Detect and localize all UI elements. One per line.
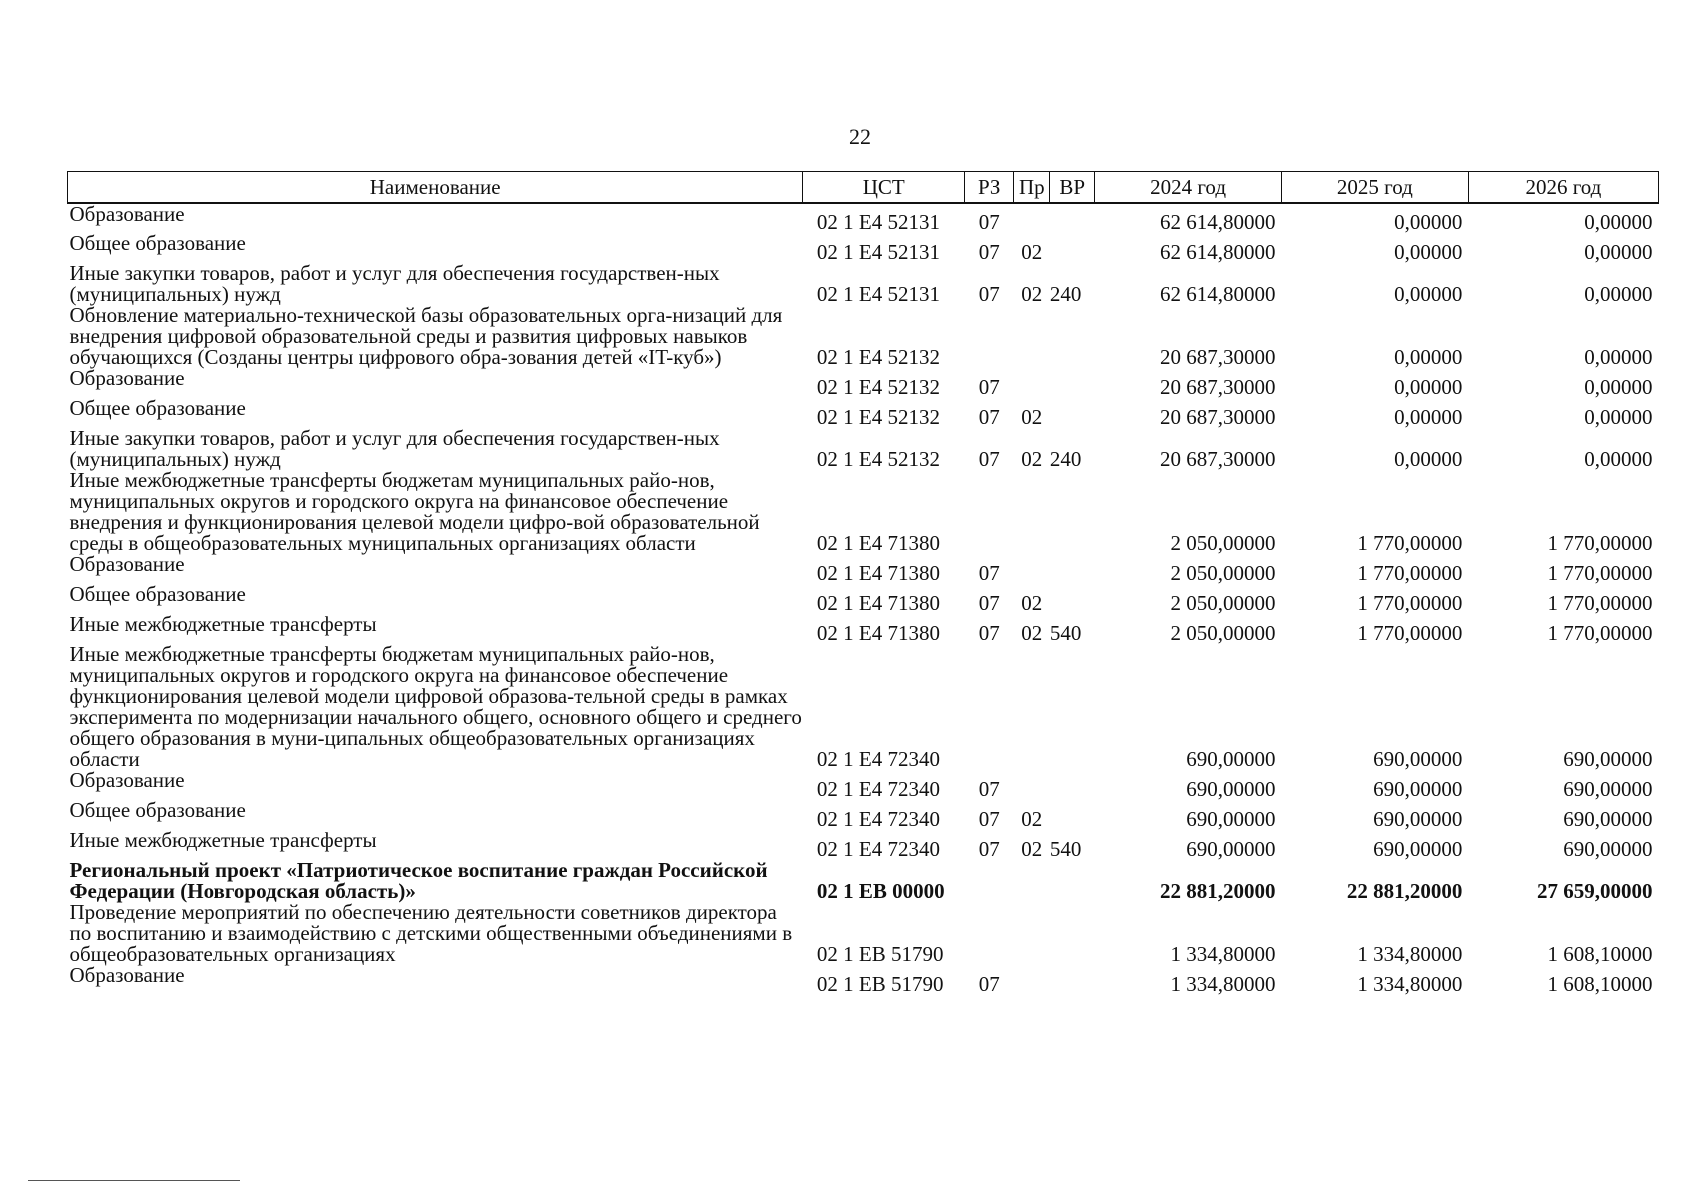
row-cst: 02 1 Е4 71380 xyxy=(816,561,940,585)
row-vr xyxy=(1050,554,1095,584)
row-name: Общее образование xyxy=(69,231,246,255)
table-row xyxy=(68,770,1659,800)
row-vr xyxy=(1050,800,1095,830)
header-cst: ЦСТ xyxy=(803,172,965,204)
row-pr: 02 xyxy=(1021,807,1043,831)
row-rz xyxy=(965,644,1014,770)
row-2025: 1 770,00000 xyxy=(1357,531,1463,555)
table-row xyxy=(68,644,1659,770)
row-rz: 07 xyxy=(978,210,1000,234)
row-rz: 07 xyxy=(978,837,1000,861)
row-name: Общее образование xyxy=(69,396,246,420)
table-header-row xyxy=(68,172,1659,204)
row-cst: 02 1 Е4 71380 xyxy=(816,591,940,615)
row-2025: 1 770,00000 xyxy=(1357,591,1463,615)
header-name: Наименование xyxy=(68,172,803,204)
row-2026: 27 659,00000 xyxy=(1537,879,1653,903)
row-cst: 02 1 Е4 52132 xyxy=(816,405,940,429)
row-pr xyxy=(1014,965,1050,995)
row-name: Иные межбюджетные трансферты бюджетам муниципальных райо-нов, муниципальных округов и городского округа на финансовое обеспечение внедрения и функционирования целевой модели цифро-вой образовательной среды в общеобразовательных муниципальных организациях области xyxy=(69,468,760,555)
table-row xyxy=(68,860,1659,902)
row-vr xyxy=(1050,770,1095,800)
row-2025: 0,00000 xyxy=(1394,240,1463,264)
row-pr: 02 xyxy=(1021,282,1043,306)
table-row xyxy=(68,398,1659,428)
row-rz: 07 xyxy=(978,777,1000,801)
row-vr xyxy=(1050,644,1095,770)
row-rz: 07 xyxy=(978,240,1000,264)
row-pr xyxy=(1014,554,1050,584)
row-cst: 02 1 Е4 52131 xyxy=(816,240,940,264)
table-row xyxy=(68,902,1659,965)
table-row xyxy=(68,305,1659,368)
row-pr xyxy=(1014,644,1050,770)
row-pr: 02 xyxy=(1021,591,1043,615)
row-name: Образование xyxy=(69,366,185,390)
row-vr xyxy=(1050,233,1095,263)
row-pr: 02 xyxy=(1021,621,1043,645)
row-2026: 690,00000 xyxy=(1563,747,1653,771)
row-2025: 690,00000 xyxy=(1373,807,1463,831)
table-row xyxy=(68,614,1659,644)
row-vr xyxy=(1050,584,1095,614)
table-row xyxy=(68,368,1659,398)
row-vr xyxy=(1050,860,1095,902)
row-2025: 1 770,00000 xyxy=(1357,561,1463,585)
row-pr xyxy=(1014,305,1050,368)
row-rz xyxy=(965,860,1014,902)
row-pr xyxy=(1014,203,1050,233)
header-2026: 2026 год xyxy=(1468,172,1658,204)
table-row xyxy=(68,800,1659,830)
row-2024: 62 614,80000 xyxy=(1159,210,1276,234)
row-cst: 02 1 Е4 72340 xyxy=(816,837,940,861)
row-name: Иные межбюджетные трансферты бюджетам муниципальных райо-нов, муниципальных округов и городского округа на финансовое обеспечение функционирования целевой модели цифровой образова-тельной среды в рамках эксперимента по модернизации начального общего, основного общего и среднего общего образования в муни-ципальных общеобразовательных организациях области xyxy=(69,642,802,771)
row-cst: 02 1 Е4 72340 xyxy=(816,777,940,801)
table-row xyxy=(68,830,1659,860)
row-2026: 0,00000 xyxy=(1584,282,1653,306)
row-2026: 1 770,00000 xyxy=(1547,621,1653,645)
row-name: Иные закупки товаров, работ и услуг для обеспечения государствен-ных (муниципальных) нужд xyxy=(69,261,720,306)
row-rz: 07 xyxy=(978,807,1000,831)
row-cst: 02 1 ЕВ 51790 xyxy=(816,972,944,996)
row-cst: 02 1 ЕВ 00000 xyxy=(816,879,945,903)
footer-divider xyxy=(28,1180,240,1181)
row-name: Региональный проект «Патриотическое воспитание граждан Российской Федерации (Новгородская область)» xyxy=(69,858,768,903)
row-name: Иные межбюджетные трансферты xyxy=(69,612,377,636)
table-row xyxy=(68,554,1659,584)
row-pr xyxy=(1014,770,1050,800)
row-2026: 0,00000 xyxy=(1584,210,1653,234)
row-cst: 02 1 Е4 52132 xyxy=(816,375,940,399)
row-2024: 22 881,20000 xyxy=(1159,879,1276,903)
row-vr xyxy=(1050,203,1095,233)
row-cst: 02 1 Е4 52131 xyxy=(816,282,940,306)
table-row xyxy=(68,203,1659,233)
row-vr xyxy=(1050,398,1095,428)
row-vr xyxy=(1050,368,1095,398)
row-2026: 0,00000 xyxy=(1584,405,1653,429)
row-cst: 02 1 Е4 52132 xyxy=(816,447,940,471)
page-number: 22 xyxy=(849,124,871,149)
header-vr: ВР xyxy=(1050,172,1095,204)
row-rz xyxy=(965,470,1014,554)
table-body xyxy=(68,203,1659,995)
header-2024: 2024 год xyxy=(1095,172,1282,204)
row-cst: 02 1 Е4 71380 xyxy=(816,531,940,555)
row-2025: 0,00000 xyxy=(1394,345,1463,369)
row-name: Образование xyxy=(69,552,185,576)
row-2025: 1 770,00000 xyxy=(1357,621,1463,645)
row-2025: 0,00000 xyxy=(1394,447,1463,471)
row-2024: 690,00000 xyxy=(1186,747,1276,771)
row-vr: 540 xyxy=(1049,621,1082,645)
row-2024: 62 614,80000 xyxy=(1159,282,1276,306)
row-vr: 240 xyxy=(1049,282,1082,306)
row-pr xyxy=(1014,860,1050,902)
row-pr xyxy=(1014,470,1050,554)
row-2025: 690,00000 xyxy=(1373,777,1463,801)
row-2024: 690,00000 xyxy=(1186,777,1276,801)
row-2026: 1 608,10000 xyxy=(1547,972,1653,996)
row-cst: 02 1 Е4 72340 xyxy=(816,807,940,831)
row-2025: 0,00000 xyxy=(1394,405,1463,429)
row-name: Общее образование xyxy=(69,582,246,606)
table-row xyxy=(68,470,1659,554)
row-cst: 02 1 ЕВ 51790 xyxy=(816,942,944,966)
row-name: Образование xyxy=(69,768,185,792)
row-name: Общее образование xyxy=(69,798,246,822)
row-2024: 2 050,00000 xyxy=(1170,621,1276,645)
row-2026: 1 770,00000 xyxy=(1547,531,1653,555)
row-2024: 1 334,80000 xyxy=(1170,972,1276,996)
row-2026: 0,00000 xyxy=(1584,240,1653,264)
row-name: Иные закупки товаров, работ и услуг для обеспечения государствен-ных (муниципальных) нужд xyxy=(69,426,720,471)
row-2026: 1 770,00000 xyxy=(1547,591,1653,615)
row-rz: 07 xyxy=(978,375,1000,399)
row-2025: 0,00000 xyxy=(1394,210,1463,234)
row-pr: 02 xyxy=(1021,240,1043,264)
row-rz: 07 xyxy=(978,561,1000,585)
row-name: Проведение мероприятий по обеспечению деятельности советников директора по воспитанию и взаимодействию с детскими общественными объединениями в общеобразовательных организациях xyxy=(69,900,793,966)
row-2026: 1 770,00000 xyxy=(1547,561,1653,585)
row-vr xyxy=(1050,305,1095,368)
row-cst: 02 1 Е4 72340 xyxy=(816,747,940,771)
row-name: Обновление материально-технической базы образовательных орга-низаций для внедрения цифровой образовательной среды и развития цифровых навыков обучающихся (Созданы центры цифрового обра-зования детей «IT-куб») xyxy=(69,303,783,369)
row-2026: 0,00000 xyxy=(1584,447,1653,471)
row-cst: 02 1 Е4 71380 xyxy=(816,621,940,645)
row-2024: 20 687,30000 xyxy=(1159,345,1276,369)
row-name: Иные межбюджетные трансферты xyxy=(69,828,377,852)
row-2026: 0,00000 xyxy=(1584,345,1653,369)
row-2024: 62 614,80000 xyxy=(1159,240,1276,264)
table-row xyxy=(68,965,1659,995)
row-2024: 20 687,30000 xyxy=(1159,405,1276,429)
row-rz: 07 xyxy=(978,972,1000,996)
row-2024: 2 050,00000 xyxy=(1170,531,1276,555)
row-rz: 07 xyxy=(978,447,1000,471)
row-2025: 1 334,80000 xyxy=(1357,972,1463,996)
row-vr xyxy=(1050,902,1095,965)
row-2024: 2 050,00000 xyxy=(1170,591,1276,615)
row-name: Образование xyxy=(69,963,185,987)
row-rz: 07 xyxy=(978,405,1000,429)
row-name: Образование xyxy=(69,202,185,226)
row-2024: 2 050,00000 xyxy=(1170,561,1276,585)
row-2024: 1 334,80000 xyxy=(1170,942,1276,966)
row-2025: 0,00000 xyxy=(1394,282,1463,306)
row-pr xyxy=(1014,368,1050,398)
row-rz xyxy=(965,902,1014,965)
header-rz: РЗ xyxy=(965,172,1014,204)
table-row xyxy=(68,263,1659,305)
row-2024: 20 687,30000 xyxy=(1159,375,1276,399)
row-2024: 20 687,30000 xyxy=(1159,447,1276,471)
row-rz: 07 xyxy=(978,591,1000,615)
row-2026: 690,00000 xyxy=(1563,777,1653,801)
row-2025: 690,00000 xyxy=(1373,747,1463,771)
row-pr: 02 xyxy=(1021,837,1043,861)
row-cst: 02 1 Е4 52132 xyxy=(816,345,940,369)
row-2024: 690,00000 xyxy=(1186,807,1276,831)
budget-table xyxy=(67,171,1659,995)
row-2025: 22 881,20000 xyxy=(1346,879,1463,903)
table-row xyxy=(68,233,1659,263)
row-vr: 240 xyxy=(1049,447,1082,471)
row-vr xyxy=(1050,965,1095,995)
row-2026: 1 608,10000 xyxy=(1547,942,1653,966)
row-2025: 1 334,80000 xyxy=(1357,942,1463,966)
row-vr: 540 xyxy=(1049,837,1082,861)
header-2025: 2025 год xyxy=(1281,172,1468,204)
row-vr xyxy=(1050,470,1095,554)
row-rz xyxy=(965,305,1014,368)
row-pr: 02 xyxy=(1021,405,1043,429)
row-2026: 690,00000 xyxy=(1563,807,1653,831)
row-pr: 02 xyxy=(1021,447,1043,471)
row-2025: 690,00000 xyxy=(1373,837,1463,861)
row-2026: 690,00000 xyxy=(1563,837,1653,861)
row-rz: 07 xyxy=(978,621,1000,645)
row-2026: 0,00000 xyxy=(1584,375,1653,399)
row-cst: 02 1 Е4 52131 xyxy=(816,210,940,234)
row-2024: 690,00000 xyxy=(1186,837,1276,861)
header-pr: Пр xyxy=(1014,172,1050,204)
row-2025: 0,00000 xyxy=(1394,375,1463,399)
row-pr xyxy=(1014,902,1050,965)
table-row xyxy=(68,428,1659,470)
table-row xyxy=(68,584,1659,614)
row-rz: 07 xyxy=(978,282,1000,306)
